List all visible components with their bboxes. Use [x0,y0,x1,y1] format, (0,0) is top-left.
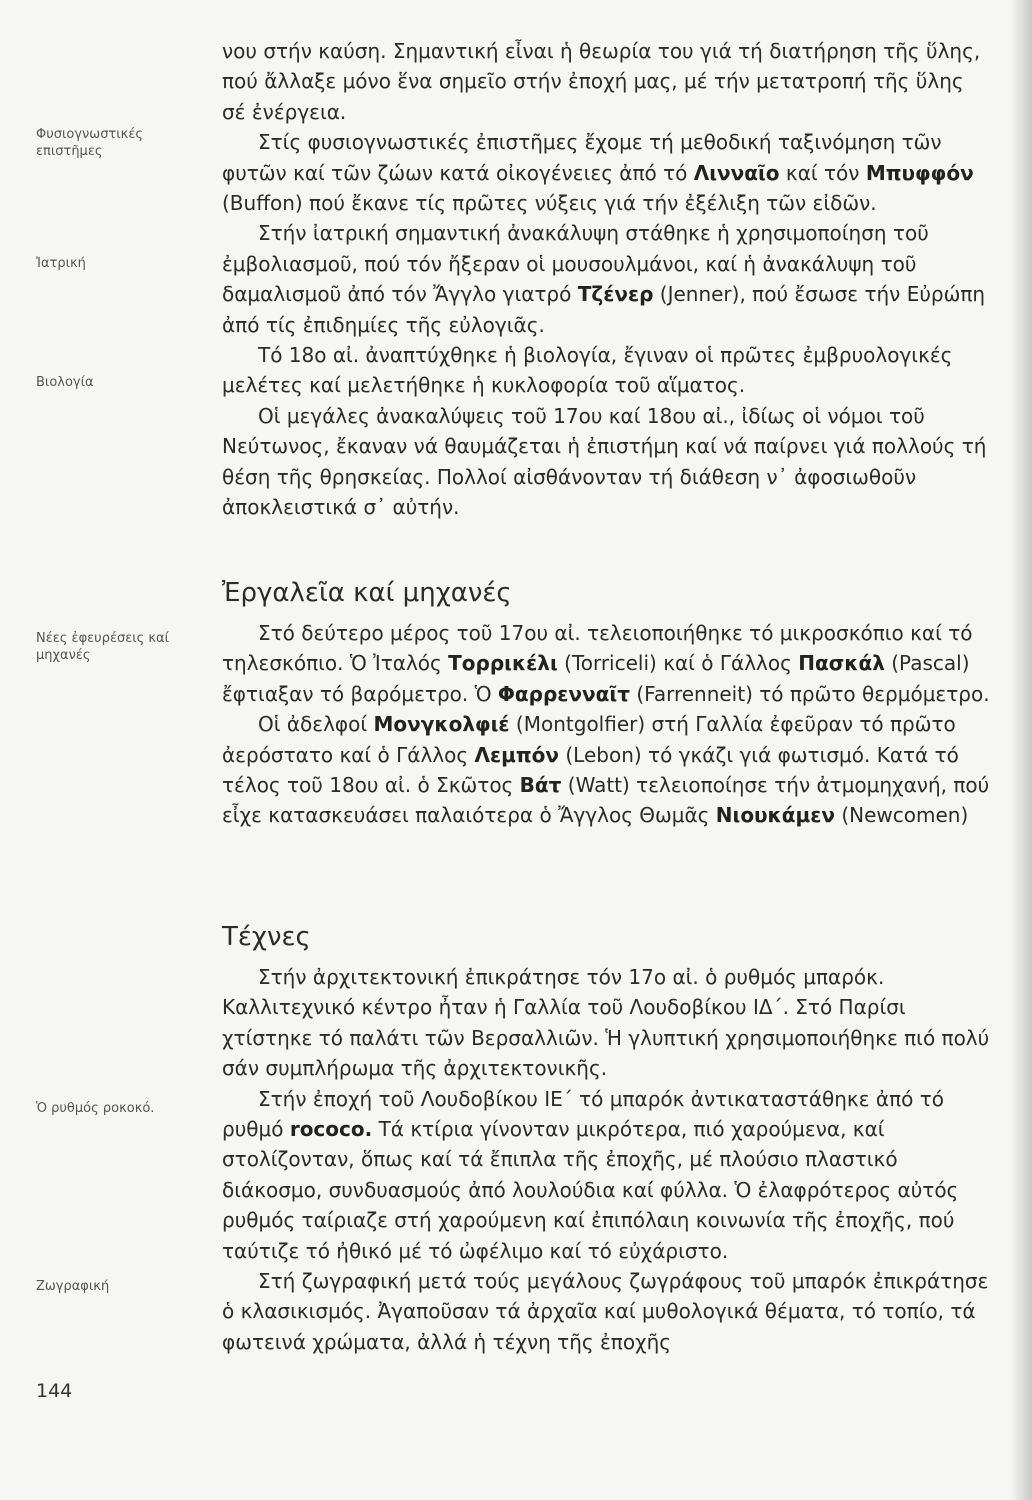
section-title-arts: Τέχνες [222,922,311,952]
margin-note-biology: Βιολογία [36,375,94,390]
paragraph-painting: Στή ζωγραφική μετά τούς μεγάλους ζωγράφους τοῦ μπαρόκ ἐπικράτησε ὁ κλασικισμός. Ἀγαποῦσαν τά ἀρχαῖα καί μυθολογικά θέματα, τό τοπίο, τά φωτεινά χρώματα, ἀλλά ἡ τέχνη τῆς ἐποχῆς [222,1269,989,1354]
paragraph-architecture: Στήν ἀρχιτεκτονική ἐπικράτησε τόν 17ο αἰ. ὁ ρυθμός μπαρόκ. Καλλιτεχνικό κέντρο ἦταν ἡ Γαλλία τοῦ Λουδοβίκου ΙΔ΄. Στό Παρίσι χτίστηκε τό παλάτι τῶν Βερσαλλιῶν. Ἡ γλυπτική χρησιμοποιήθηκε πιό πολύ σάν συμπλήρωμα τῆς ἀρχιτεκτονικῆς. [222,965,990,1081]
intro-block [222,36,992,523]
paragraph-rococo: Στήν ἐποχή τοῦ Λουδοβίκου ΙΕ΄ τό μπαρόκ ἀντικαταστάθηκε ἀπό τό ρυθμό rococo. Τά κτίρια γίνονταν μικρότερα, πιό χαρούμενα, καί στολίζονταν, ὅπως καί τά ἔπιπλα τῆς ἐποχῆς, μέ πλούσιο πλαστικό διάκοσμο, συνδυασμούς ἀπό λουλούδια καί φύλλα. Ὁ ἐλαφρότερος αὐτός ρυθμός ταίριαζε στή χαρούμενη καί ἐπιπόλαιη κοινωνία τῆς ἐποχῆς, πού ταύτιζε τό ἠθικό μέ τό ὠφέλιμο καί τό εὐχάριστο. [222,1086,959,1263]
name-pascal: Πασκάλ [798,651,885,676]
margin-note-painting: Ζωγραφική [36,1279,110,1294]
name-torricelli: Τορρικέλι [448,651,558,676]
paragraph-biology: Τό 18ο αἰ. ἀναπτύχθηκε ἡ βιολογία, ἔγιναν οἱ πρῶτες ἐμβρυολογικές μελέτες καί μελετήθηκε ἡ κυκλοφορία τοῦ αἵματος. [222,343,953,398]
arts-block [222,962,992,1357]
name-jenner: Τζένερ [577,282,654,307]
page-edge-shadow [1010,0,1032,1500]
paragraph-inventions: Οἱ ἀδελφοί Μονγκολφιέ (Montgolfier) στή Γαλλία ἐφεῦραν τό πρῶτο ἀερόστατο καί ὁ Γάλλος Λεμπόν (Lebon) τό γκάζι γιά φωτισμό. Κατά τό τέλος τοῦ 18ου αἰ. ὁ Σκῶτος Βάτ (Watt) τελειοποίησε τήν ἀτμομηχανή, πού εἶχε κατασκευάσει παλαιότερα ὁ Ἄγγλος Θωμᾶς Νιουκάμεν (Newcomen) [222,712,990,828]
name-newcomen: Νιουκάμεν [715,803,835,828]
name-fahrenheit: Φαρρενναῖτ [497,681,630,706]
paragraph-discoveries: Οἱ μεγάλες ἀνακαλύψεις τοῦ 17ου καί 18ου αἰ., ἰδίως οἱ νόμοι τοῦ Νεύτωνος, ἔκαναν νά θαυμάζεται ἡ ἐπιστήμη καί νά παίρνει γιά πολλούς τή θέση τῆς θρησκείας. Πολλοί αἰσθάνονταν τή διάθεση ν᾽ ἀφοσιωθοῦν ἀποκλειστικά σ᾽ αὐτήν. [222,403,987,520]
paragraph-medicine: Στήν ἰατρική σημαντική ἀνακάλυψη στάθηκε ἡ χρησιμοποίηση τοῦ ἐμβολιασμοῦ, πού τόν ἤξεραν οἱ μουσουλμάνοι, καί ἡ ἀνακάλυψη τοῦ δαμαλισμοῦ ἀπό τόν Ἄγγλο γιατρό Τζένερ (Jenner), πού ἔσωσε τήν Εὐρώπη ἀπό τίς ἐπιδημίες τῆς εὐλογιᾶς. [222,221,986,337]
term-rococo: rococo. [289,1117,373,1142]
tools-block [222,618,992,831]
name-watt: Βάτ [519,773,562,798]
margin-note-new-inventions: Νέες ἐφευρέσεις καί μηχανές [36,631,170,663]
page-number: 144 [36,1380,73,1402]
paragraph-natural-sciences: Στίς φυσιογνωστικές ἐπιστῆμες ἔχομε τή μεθοδική ταξινόμηση τῶν φυτῶν καί τῶν ζώων κατά οἰκογένειες ἀπό τό Λινναῖο καί τόν Μπυφφόν (Buffon) πού ἔκανε τίς πρῶτες νύξεις γιά τήν ἐξέλιξη τῶν εἰδῶν. [222,130,974,216]
name-lebon: Λεμπόν [474,742,559,767]
name-linnaeus: Λινναῖο [693,160,780,185]
section-title-tools: Ἐργαλεῖα καί μηχανές [222,578,512,608]
margin-note-rococo: Ὁ ρυθμός ροκοκό. [36,1101,155,1116]
margin-note-medicine: Ἰατρική [36,256,86,271]
margin-note-natural-sciences: Φυσιογνωστικές επιστῆμες [36,127,143,159]
name-buffon: Μπυφφόν [865,160,974,185]
paragraph-instruments: Στό δεύτερο μέρος τοῦ 17ου αἰ. τελειοποιήθηκε τό μικροσκόπιο καί τό τηλεσκόπιο. Ὁ Ἰταλός Τορρικέλι (Torriceli) καί ὁ Γάλλος Πασκάλ (Pascal) ἔφτιαξαν τό βαρόμετρο. Ὁ Φαρρενναῖτ (Farrenneit) τό πρῶτο θερμόμετρο. [222,621,990,706]
name-montgolfier: Μονγκολφιέ [373,712,510,737]
paragraph-combustion: νου στήν καύση. Σημαντική εἶναι ἡ θεωρία του γιά τή διατήρηση τῆς ὕλης, πού ἄλλαξε μόνο ἕνα σημεῖο στήν ἐποχή μας, μέ τήν μετατροπή τῆς ὕλης σέ ἐνέργεια. [222,39,981,124]
